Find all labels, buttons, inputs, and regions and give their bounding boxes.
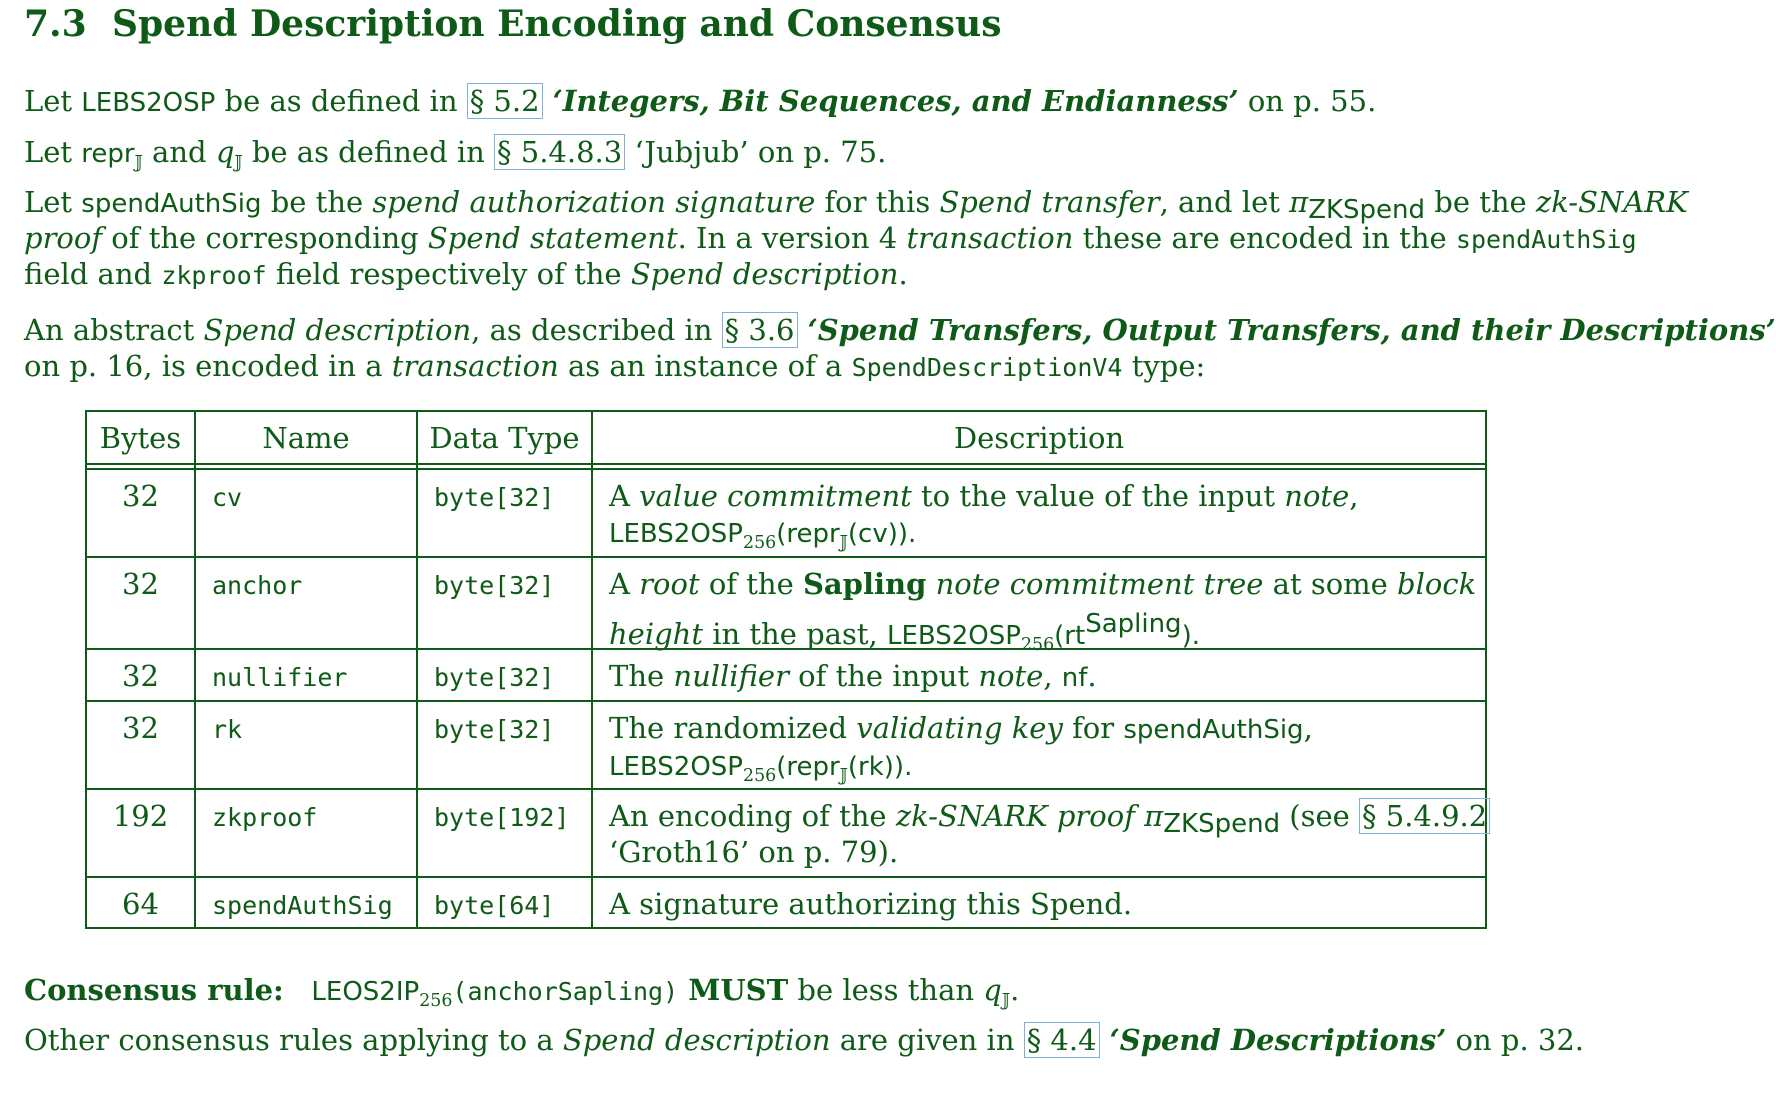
section-link-3-6[interactable]: § 3.6: [722, 312, 798, 348]
cell-bytes: 32: [122, 567, 159, 601]
cell-bytes: 32: [122, 711, 159, 745]
cell-name: cv: [212, 483, 243, 512]
cell-description-line2: $LEBS2OSP_{256}(repr_𝕁(cv))$.: [609, 519, 917, 553]
cell-name: spendAuthSig: [212, 891, 393, 920]
header-bytes: Bytes: [99, 421, 182, 455]
cell-bytes: 32: [122, 479, 159, 513]
section-link-5-2[interactable]: § 5.2: [467, 83, 543, 119]
cell-description: The nullifier of the input note, nf.: [609, 659, 1097, 693]
paragraph-other-consensus-rules: Other consensus rules applying to a Spend description are given in § 4.4 ‘Spend Descriptions’ on p. 32.: [24, 1023, 1585, 1057]
cell-name: anchor: [212, 571, 303, 600]
cell-description-line2: $LEBS2OSP_{256}(repr_𝕁(rk))$.: [609, 752, 913, 786]
cell-bytes: 32: [122, 659, 159, 693]
consensus-rule-label: Consensus rule:: [24, 973, 284, 1007]
cell-data-type: byte[32]: [434, 571, 555, 600]
cell-bytes: 64: [122, 887, 159, 921]
section-number: 7.3: [24, 3, 87, 45]
column-divider: [194, 412, 196, 927]
cell-data-type: byte[64]: [434, 891, 555, 920]
cell-data-type: byte[32]: [434, 715, 555, 744]
header-data-type: Data Type: [429, 421, 580, 455]
section-heading: [24, 2, 1001, 46]
cell-description: A root of the Sapling note commitment tree at some block: [609, 567, 1477, 601]
paragraph-spendauthsig-line2: proof of the corresponding Spend statement. In a version 4 transaction these are encoded in the spendAuthSig: [24, 221, 1637, 255]
cell-description: A signature authorizing this Spend.: [609, 887, 1133, 921]
header-description: Description: [953, 421, 1125, 455]
paragraph-spendauthsig-line3: field and zkproof field respectively of the Spend description.: [24, 257, 908, 291]
section-link-4-4[interactable]: § 4.4: [1024, 1022, 1100, 1058]
cell-description: An encoding of the zk-SNARK proof $\pi_{ZKSpend}$ (see § 5.4.9.2: [609, 798, 1490, 842]
cell-data-type: byte[32]: [434, 483, 555, 512]
row-divider: [87, 700, 1485, 702]
row-divider: [87, 876, 1485, 878]
paragraph-repr-definition: Let repr$_𝕁$ and $q_𝕁$ be as defined in § 5.4.8.3 ‘Jubjub’ on p. 75.: [24, 135, 887, 173]
cell-description: The randomized validating key for spendAuthSig,: [609, 711, 1313, 745]
cell-description-line2: ‘Groth16’ on p. 79).: [609, 835, 899, 869]
spend-description-table: [85, 410, 1487, 929]
paragraph-spendauthsig: Let spendAuthSig be the spend authorization signature for this Spend transfer, and let $\pi_{ZKSpend}$ be the zk-SNARK: [24, 185, 1688, 225]
cell-data-type: byte[32]: [434, 663, 555, 692]
cell-description-line2: height in the past, $LEBS2OSP_{256}(rt^{Sapling})$.: [609, 609, 1200, 655]
cell-name: nullifier: [212, 663, 348, 692]
paragraph-abstract-spend-line2: on p. 16, is encoded in a transaction as an instance of a SpendDescriptionV4 type:: [24, 349, 1206, 383]
cell-data-type: byte[192]: [434, 803, 570, 832]
section-link-5-4-9-2[interactable]: § 5.4.9.2: [1359, 798, 1490, 834]
section-title: Spend Description Encoding and Consensus: [112, 3, 1002, 45]
header-name: Name: [262, 421, 350, 455]
header-rule: [87, 463, 1485, 465]
header-rule: [87, 468, 1485, 470]
paragraph-lebs2osp-definition: Let LEBS2OSP be as defined in § 5.2 ‘Integers, Bit Sequences, and Endianness’ on p. 55.: [24, 84, 1377, 118]
cell-bytes: 192: [112, 799, 169, 833]
column-divider: [416, 412, 418, 927]
paragraph-abstract-spend: An abstract Spend description, as described in § 3.6 ‘Spend Transfers, Output Transfers, and their Descriptions’: [24, 313, 1776, 347]
cell-description: A value commitment to the value of the input note,: [609, 479, 1359, 513]
section-link-5-4-8-3[interactable]: § 5.4.8.3: [494, 134, 625, 170]
consensus-rule: Consensus rule: $LEOS2IP_{256}(anchorSapling)$ MUST be less than $q_𝕁$.: [24, 973, 1020, 1011]
column-divider: [591, 412, 593, 927]
cell-name: zkproof: [212, 803, 318, 832]
cell-name: rk: [212, 715, 243, 744]
